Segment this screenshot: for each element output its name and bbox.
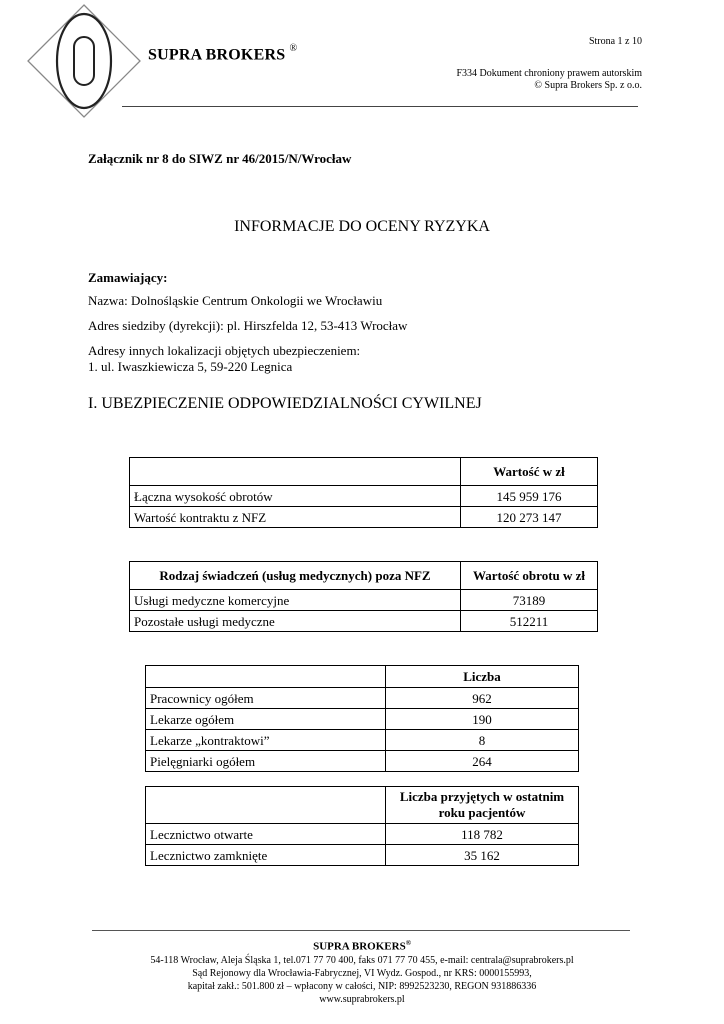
table-header-empty	[146, 666, 386, 688]
table-header: Liczba	[386, 666, 579, 688]
footer	[0, 937, 724, 1006]
staff-table	[145, 665, 579, 772]
client-address: Adres siedziby (dyrekcji): pl. Hirszfelda 12, 53-413 Wrocław	[88, 318, 408, 333]
brand-name: SUPRA BROKERS ®	[148, 43, 298, 64]
table-row: Usługi medyczne komercyjne 73189	[130, 590, 598, 611]
supra-brokers-logo	[25, 2, 143, 120]
annex-title: Załącznik nr 8 do SIWZ nr 46/2015/N/Wrocław	[88, 151, 352, 166]
page-title: INFORMACJE DO OCENY RYZYKA	[234, 218, 490, 235]
table-row: Pracownicy ogółem 962	[146, 688, 579, 709]
footer-divider	[92, 930, 630, 931]
services-table	[129, 561, 598, 632]
table-header: Rodzaj świadczeń (usług medycznych) poza NFZ	[130, 562, 461, 590]
table-row: Pozostałe usługi medyczne 512211	[130, 611, 598, 632]
footer-website: www.suprabrokers.pl	[319, 993, 405, 1005]
table-header: Wartość w zł	[461, 458, 598, 486]
footer-brand: SUPRA BROKERS®	[313, 939, 411, 953]
table-row: Lecznictwo otwarte 118 782	[146, 824, 579, 845]
header-divider	[122, 106, 638, 107]
table-row: Pielęgniarki ogółem 264	[146, 751, 579, 772]
table-header: Liczba przyjętych w ostatnim roku pacjentów	[386, 787, 579, 824]
turnover-table	[129, 457, 598, 528]
table-row: Lekarze ogółem 190	[146, 709, 579, 730]
table-header: Wartość obrotu w zł	[461, 562, 598, 590]
footer-registry: Sąd Rejonowy dla Wrocławia-Fabrycznej, VI Wydz. Gospod., nr KRS: 0000155993,	[192, 967, 532, 979]
table-row: Łączna wysokość obrotów 145 959 176	[130, 486, 598, 507]
client-name: Nazwa: Dolnośląskie Centrum Onkologii we Wrocławiu	[88, 293, 383, 308]
footer-capital: kapitał zakł.: 501.800 zł – wpłacony w całości, NIP: 8992523230, REGON 931886336	[187, 980, 537, 992]
other-locations: Adresy innych lokalizacji objętych ubezpieczeniem: 1. ul. Iwaszkiewicza 5, 59-220 Legnica	[88, 343, 361, 374]
patients-table	[145, 786, 579, 866]
table-row: Lekarze „kontraktowi” 8	[146, 730, 579, 751]
footer-address: 54-118 Wrocław, Aleja Śląska 1, tel.071 77 70 400, faks 071 77 70 455, e-mail: centrala@suprabrokers.pl	[150, 954, 574, 966]
copyright-note: F334 Dokument chroniony prawem autorskim © Supra Brokers Sp. z o.o.	[456, 68, 642, 91]
client-heading: Zamawiający:	[88, 270, 168, 285]
section-title: I. UBEZPIECZENIE ODPOWIEDZIALNOŚCI CYWILNEJ	[88, 395, 482, 412]
table-row: Wartość kontraktu z NFZ 120 273 147	[130, 507, 598, 528]
page-number: Strona 1 z 10	[588, 36, 642, 47]
table-row: Lecznictwo zamknięte 35 162	[146, 845, 579, 866]
table-header-empty	[146, 787, 386, 824]
table-header-empty	[130, 458, 461, 486]
